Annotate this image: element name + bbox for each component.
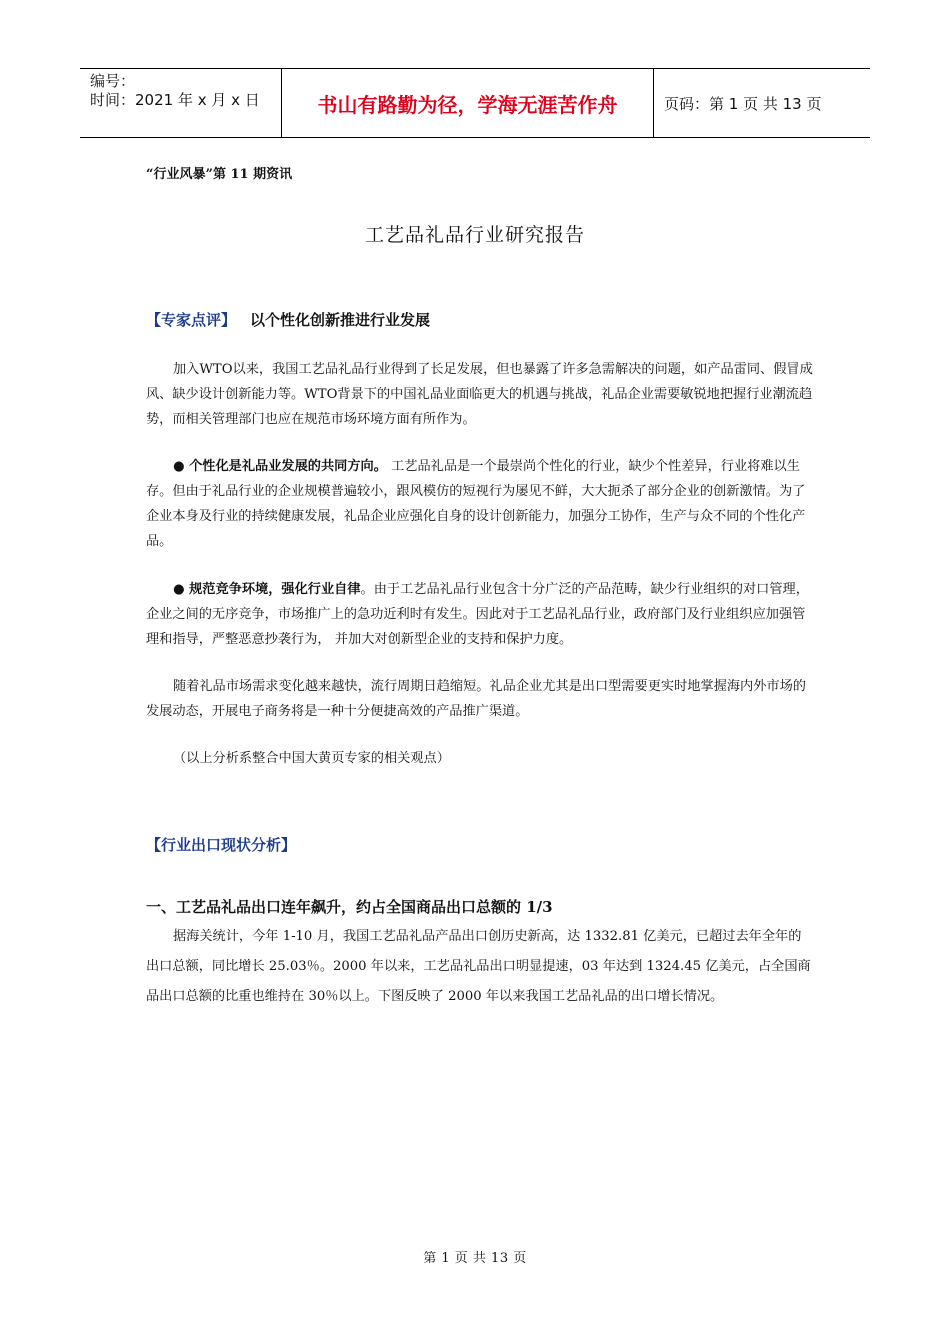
bullet-text: 工艺品礼品是一个最崇尚个性化的行业，缺少个性差异，行业将难以生存。但由于礼品行业的企业规模普遍较小，跟风模仿的短视行为屡见不鲜，大大扼杀了部分企业的创新激情。为了企业本身及行业的持续健康发展，礼品企业应强化自身的设计创新能力，加强分工协作，生产与众不同的个性化产品。 (146, 459, 806, 549)
serial-label: 编号： (90, 72, 136, 90)
bullet-paragraph-1 (146, 454, 814, 554)
bullet-text: 。由于工艺品礼品行业包含十分广泛的产品范畴，缺少行业组织的对口管理，企业之间的无序竞争，市场推广上的急功近利时有发生。因此对于工艺品礼品行业，政府部门及行业组织应加强管理和指导，严整恶意抄袭行为， 并加大对创新型企业的支持和保护力度。 (146, 582, 809, 647)
page-title: 工艺品礼品行业研究报告 (364, 224, 585, 246)
expert-heading (146, 309, 430, 330)
note-text: （以上分析系整合中国大黄页专家的相关观点） (173, 751, 450, 766)
expert-subtitle: 以个性化创新推进行业发展 (250, 311, 431, 329)
header-page-info: 页码：第 1 页 共 13 页 (664, 94, 822, 113)
page-footer: 第 1 页 共 13 页 (423, 1251, 527, 1266)
export-paragraph (146, 922, 814, 1012)
paragraph-text (146, 577, 814, 652)
bullet-lead: ● 个性化是礼品业发展的共同方向。 (173, 459, 387, 474)
paragraph-text: 据海关统计，今年 1-10 月，我国工艺品礼品产品出口创历史新高，达 1332.81 亿美元，已超过去年全年的出口总额，同比增长 25.03％。2000 年以来，工艺品礼品出口明显提速，03 年达到 1324.45 亿美元，占全国商品出口总额的比重也维持在 30％以上。下图反映了 2000 年以来我国工艺品礼品的出口增长情况。 (146, 929, 811, 1004)
expert-tag: 【专家点评】 (146, 311, 237, 329)
issue-line: “行业风暴”第 11 期资讯 (146, 167, 293, 182)
paragraph-text: 加入WTO以来，我国工艺品礼品行业得到了长足发展，但也暴露了许多急需解决的问题，如产品雷同、假冒成风、缺少设计创新能力等。WTO背景下的中国礼品业面临更大的机遇与挑战，礼品企业需要敏锐地把握行业潮流趋势，而相关管理部门也应在规范市场环境方面有所作为。 (146, 362, 813, 427)
expert-note (146, 746, 814, 771)
bullet-paragraph-2 (146, 577, 814, 652)
bullet-lead: ● 规范竞争环境，强化行业自律 (173, 582, 361, 597)
time-label: 时间：2021 年 x 月 x 日 (90, 91, 260, 109)
export-section-heading: 【行业出口现状分析】 (146, 836, 297, 854)
expert-paragraph-1 (146, 357, 814, 432)
header-motto: 书山有路勤为径，学海无涯苦作舟 (281, 69, 654, 137)
expert-paragraph-2 (146, 674, 814, 724)
paragraph-text: 随着礼品市场需求变化越来越快，流行周期日趋缩短。礼品企业尤其是出口型需要更实时地掌握海内外市场的发展动态，开展电子商务将是一种十分便捷高效的产品推广渠道。 (146, 679, 806, 719)
header-meta (80, 69, 281, 137)
export-subheading: 一、工艺品礼品出口连年飙升，约占全国商品出口总额的 1/3 (146, 898, 553, 916)
header-table (80, 68, 870, 138)
paragraph-text (146, 454, 814, 554)
